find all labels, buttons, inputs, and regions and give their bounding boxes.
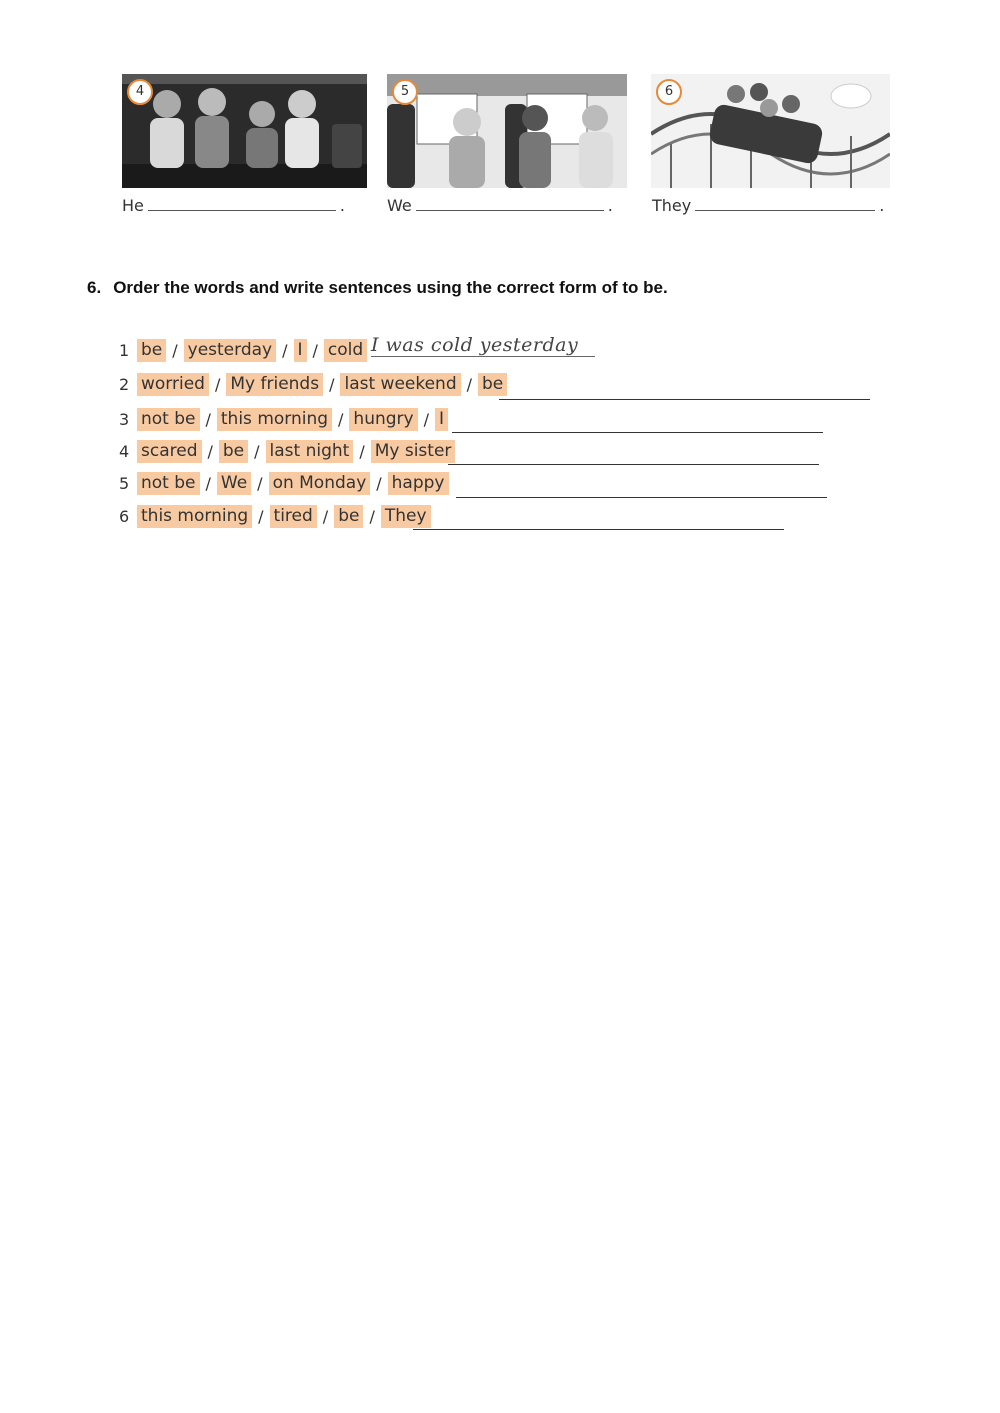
word-chip: worried — [137, 373, 209, 396]
exercise-instruction: Order the words and write sentences using the correct form of to be. — [113, 278, 668, 297]
answer-line[interactable] — [499, 399, 870, 400]
word-separator: / — [359, 441, 365, 461]
word-chip: be — [137, 339, 166, 362]
word-chip: tired — [270, 505, 317, 528]
picture-6-roller-coaster — [651, 74, 890, 188]
picture-number-badge: 6 — [656, 79, 682, 105]
word-separator: / — [466, 374, 473, 394]
word-separator: / — [214, 374, 221, 394]
word-chip: be — [334, 505, 363, 528]
word-separator: / — [322, 506, 329, 526]
word-chip: be — [478, 373, 507, 396]
caption-subject: He — [122, 196, 144, 215]
word-chip: We — [217, 472, 251, 495]
caption-period: . — [607, 196, 613, 215]
caption-period: . — [879, 196, 885, 215]
word-separator: / — [329, 374, 335, 394]
answer-line[interactable] — [448, 464, 819, 465]
word-separator: / — [338, 409, 344, 429]
caption-subject: We — [387, 196, 412, 215]
picture-number-badge: 5 — [392, 79, 418, 105]
item-number: 4 — [119, 441, 130, 461]
word-chip: not be — [137, 408, 200, 431]
caption-subject: They — [652, 196, 692, 215]
word-chip: scared — [137, 440, 202, 463]
item-number: 6 — [119, 506, 130, 526]
word-separator: / — [257, 473, 263, 493]
item-number: 3 — [119, 409, 130, 429]
word-separator: / — [423, 409, 429, 429]
caption-picture-6 — [652, 196, 884, 215]
picture-4-cinema — [122, 74, 367, 188]
answer-line[interactable] — [452, 432, 823, 433]
word-chip: My friends — [226, 373, 323, 396]
word-chip: on Monday — [269, 472, 371, 495]
word-chip: last night — [266, 440, 354, 463]
caption-picture-4 — [122, 196, 345, 215]
exercise-item-5 — [119, 471, 449, 495]
handwritten-answer: I was cold yesterday — [371, 334, 595, 357]
answer-blank[interactable] — [416, 198, 604, 211]
word-separator: / — [258, 506, 264, 526]
word-separator: / — [282, 340, 288, 360]
word-chip: this morning — [217, 408, 332, 431]
picture-5-train — [387, 74, 627, 188]
exercise-item-1 — [119, 338, 367, 362]
word-separator: / — [312, 340, 318, 360]
item-number: 1 — [119, 340, 130, 360]
answer-line[interactable] — [413, 529, 784, 530]
word-chip: last weekend — [340, 373, 460, 396]
word-chip: cold — [324, 339, 367, 362]
word-separator: / — [376, 473, 382, 493]
item-number: 2 — [119, 374, 130, 394]
word-separator: / — [205, 473, 211, 493]
word-chip: happy — [388, 472, 449, 495]
word-separator: / — [205, 409, 211, 429]
answer-line[interactable] — [456, 497, 827, 498]
word-chip: I — [294, 339, 307, 362]
word-chip: They — [381, 505, 431, 528]
word-separator: / — [369, 506, 375, 526]
exercise-item-6 — [119, 504, 431, 528]
picture-number-badge: 4 — [127, 79, 153, 105]
word-chip: hungry — [349, 408, 417, 431]
word-chip: this morning — [137, 505, 252, 528]
exercise-heading — [87, 278, 668, 298]
exercise-number: 6. — [87, 278, 102, 297]
word-chip: be — [219, 440, 248, 463]
exercise-item-2 — [119, 372, 507, 396]
item-number: 5 — [119, 473, 130, 493]
caption-picture-5 — [387, 196, 613, 215]
answer-blank[interactable] — [695, 198, 875, 211]
caption-period: . — [339, 196, 345, 215]
word-separator: / — [172, 340, 178, 360]
word-chip: not be — [137, 472, 200, 495]
word-chip: My sister — [371, 440, 456, 463]
word-chip: yesterday — [184, 339, 276, 362]
exercise-item-3 — [119, 407, 448, 431]
word-chip: I — [435, 408, 448, 431]
exercise-item-4 — [119, 439, 455, 463]
answer-blank[interactable] — [148, 198, 336, 211]
word-separator: / — [254, 441, 260, 461]
word-separator: / — [207, 441, 213, 461]
